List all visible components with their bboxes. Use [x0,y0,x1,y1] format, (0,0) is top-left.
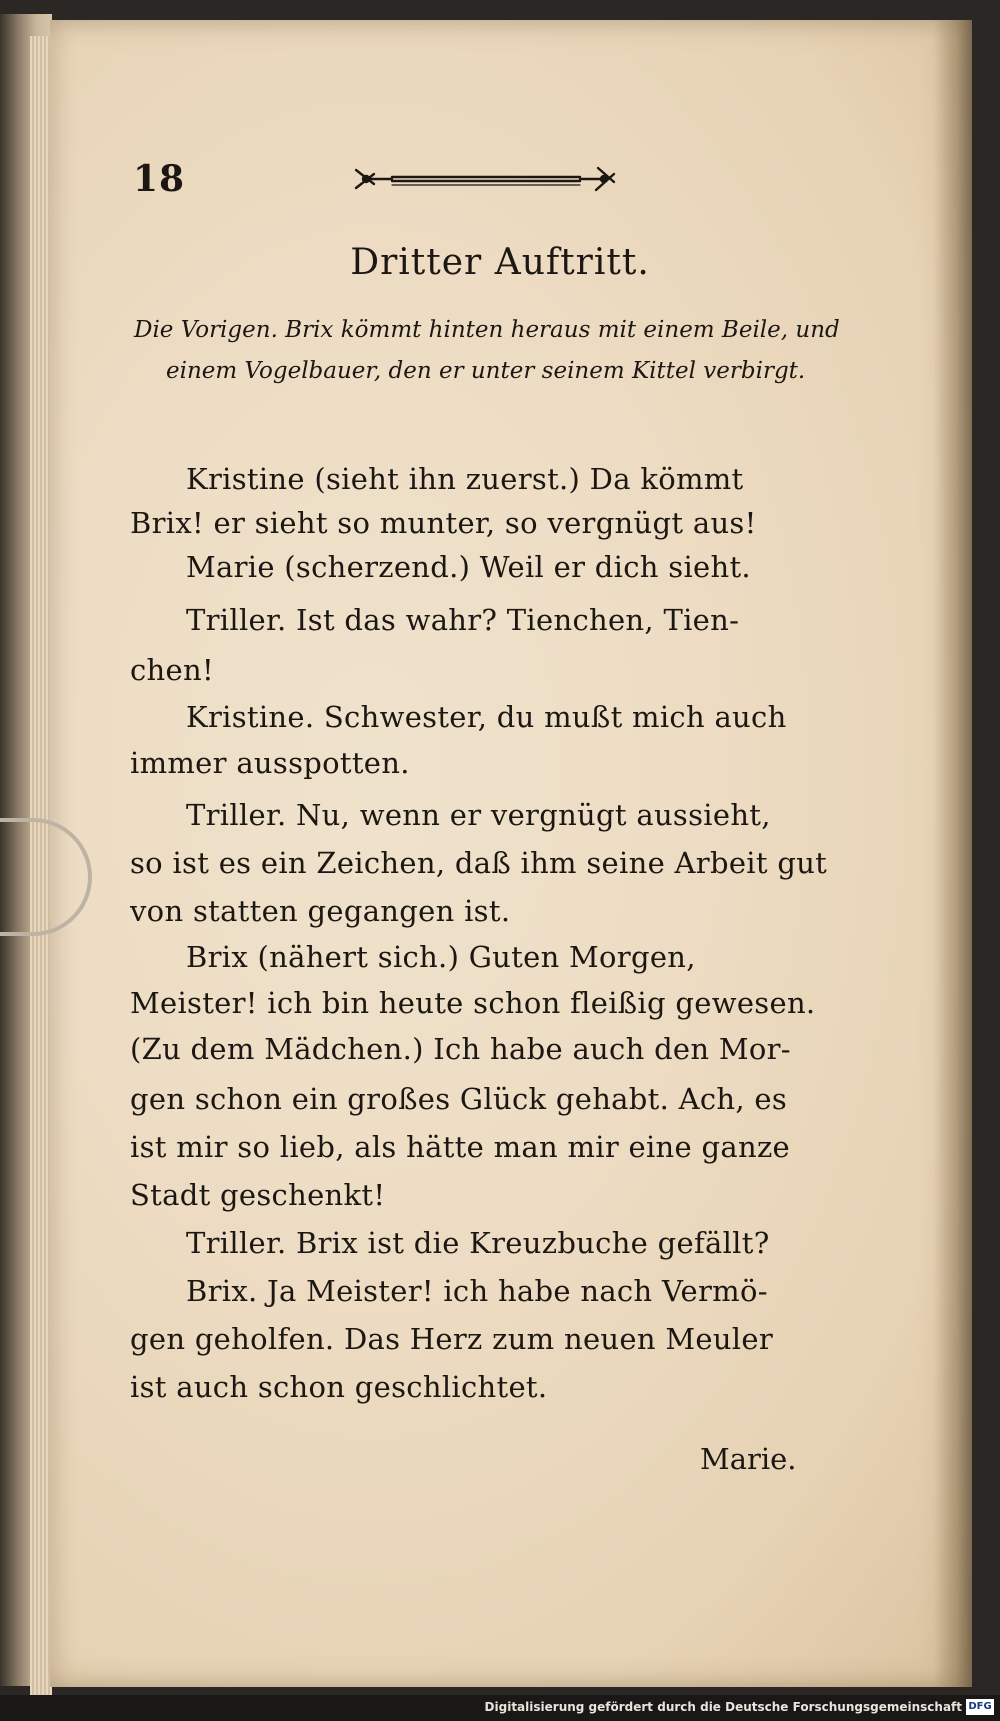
text-line: Brix (nähert sich.) Guten Morgen, [186,940,696,974]
dfg-logo-icon: DFG [966,1699,994,1715]
text-line: Meister! ich bin heute schon fleißig gewesen. [130,986,816,1020]
printer-ornament-icon [352,160,620,200]
text-line: Brix. Ja Meister! ich habe nach Vermö- [186,1274,768,1308]
text-line: ist mir so lieb, als hätte man mir eine ganze [130,1130,790,1164]
digitization-credit: Digitalisierung gefördert durch die Deutsche Forschungsgemeinschaft [484,1700,962,1714]
text-line: chen! [130,653,214,687]
text-line: Kristine (sieht ihn zuerst.) Da kömmt [186,462,744,496]
text-line: gen geholfen. Das Herz zum neuen Meuler [130,1322,774,1356]
text-line: Marie (scherzend.) Weil er dich sieht. [186,550,751,584]
text-line: (Zu dem Mädchen.) Ich habe auch den Mor- [130,1032,791,1066]
scene-heading: Dritter Auftritt. [350,242,650,283]
text-line: von statten gegangen ist. [130,894,511,928]
text-line: so ist es ein Zeichen, daß ihm seine Arbeit gut [130,846,828,880]
text-line: Stadt geschenkt! [130,1178,386,1212]
page-number: 18 [133,158,186,200]
text-line: immer ausspotten. [130,746,410,780]
text-line: gen schon ein großes Glück gehabt. Ach, es [130,1082,788,1116]
stage-direction: Die Vorigen. Brix kömmt hinten heraus mit einem Beile, und einem Vogelbauer, den er unter seinem Kittel verbirgt. [134,317,840,384]
text-line: Brix! er sieht so munter, so vergnügt aus! [130,506,757,540]
text-line: Triller. Ist das wahr? Tienchen, Tien- [186,603,740,637]
text-line: ist auch schon geschlichtet. [130,1370,548,1404]
catchword: Marie. [700,1442,797,1476]
text-line: Triller. Brix ist die Kreuzbuche gefällt? [186,1226,770,1260]
text-line: Kristine. Schwester, du mußt mich auch [186,700,787,734]
text-line: Triller. Nu, wenn er vergnügt aussieht, [186,798,771,832]
